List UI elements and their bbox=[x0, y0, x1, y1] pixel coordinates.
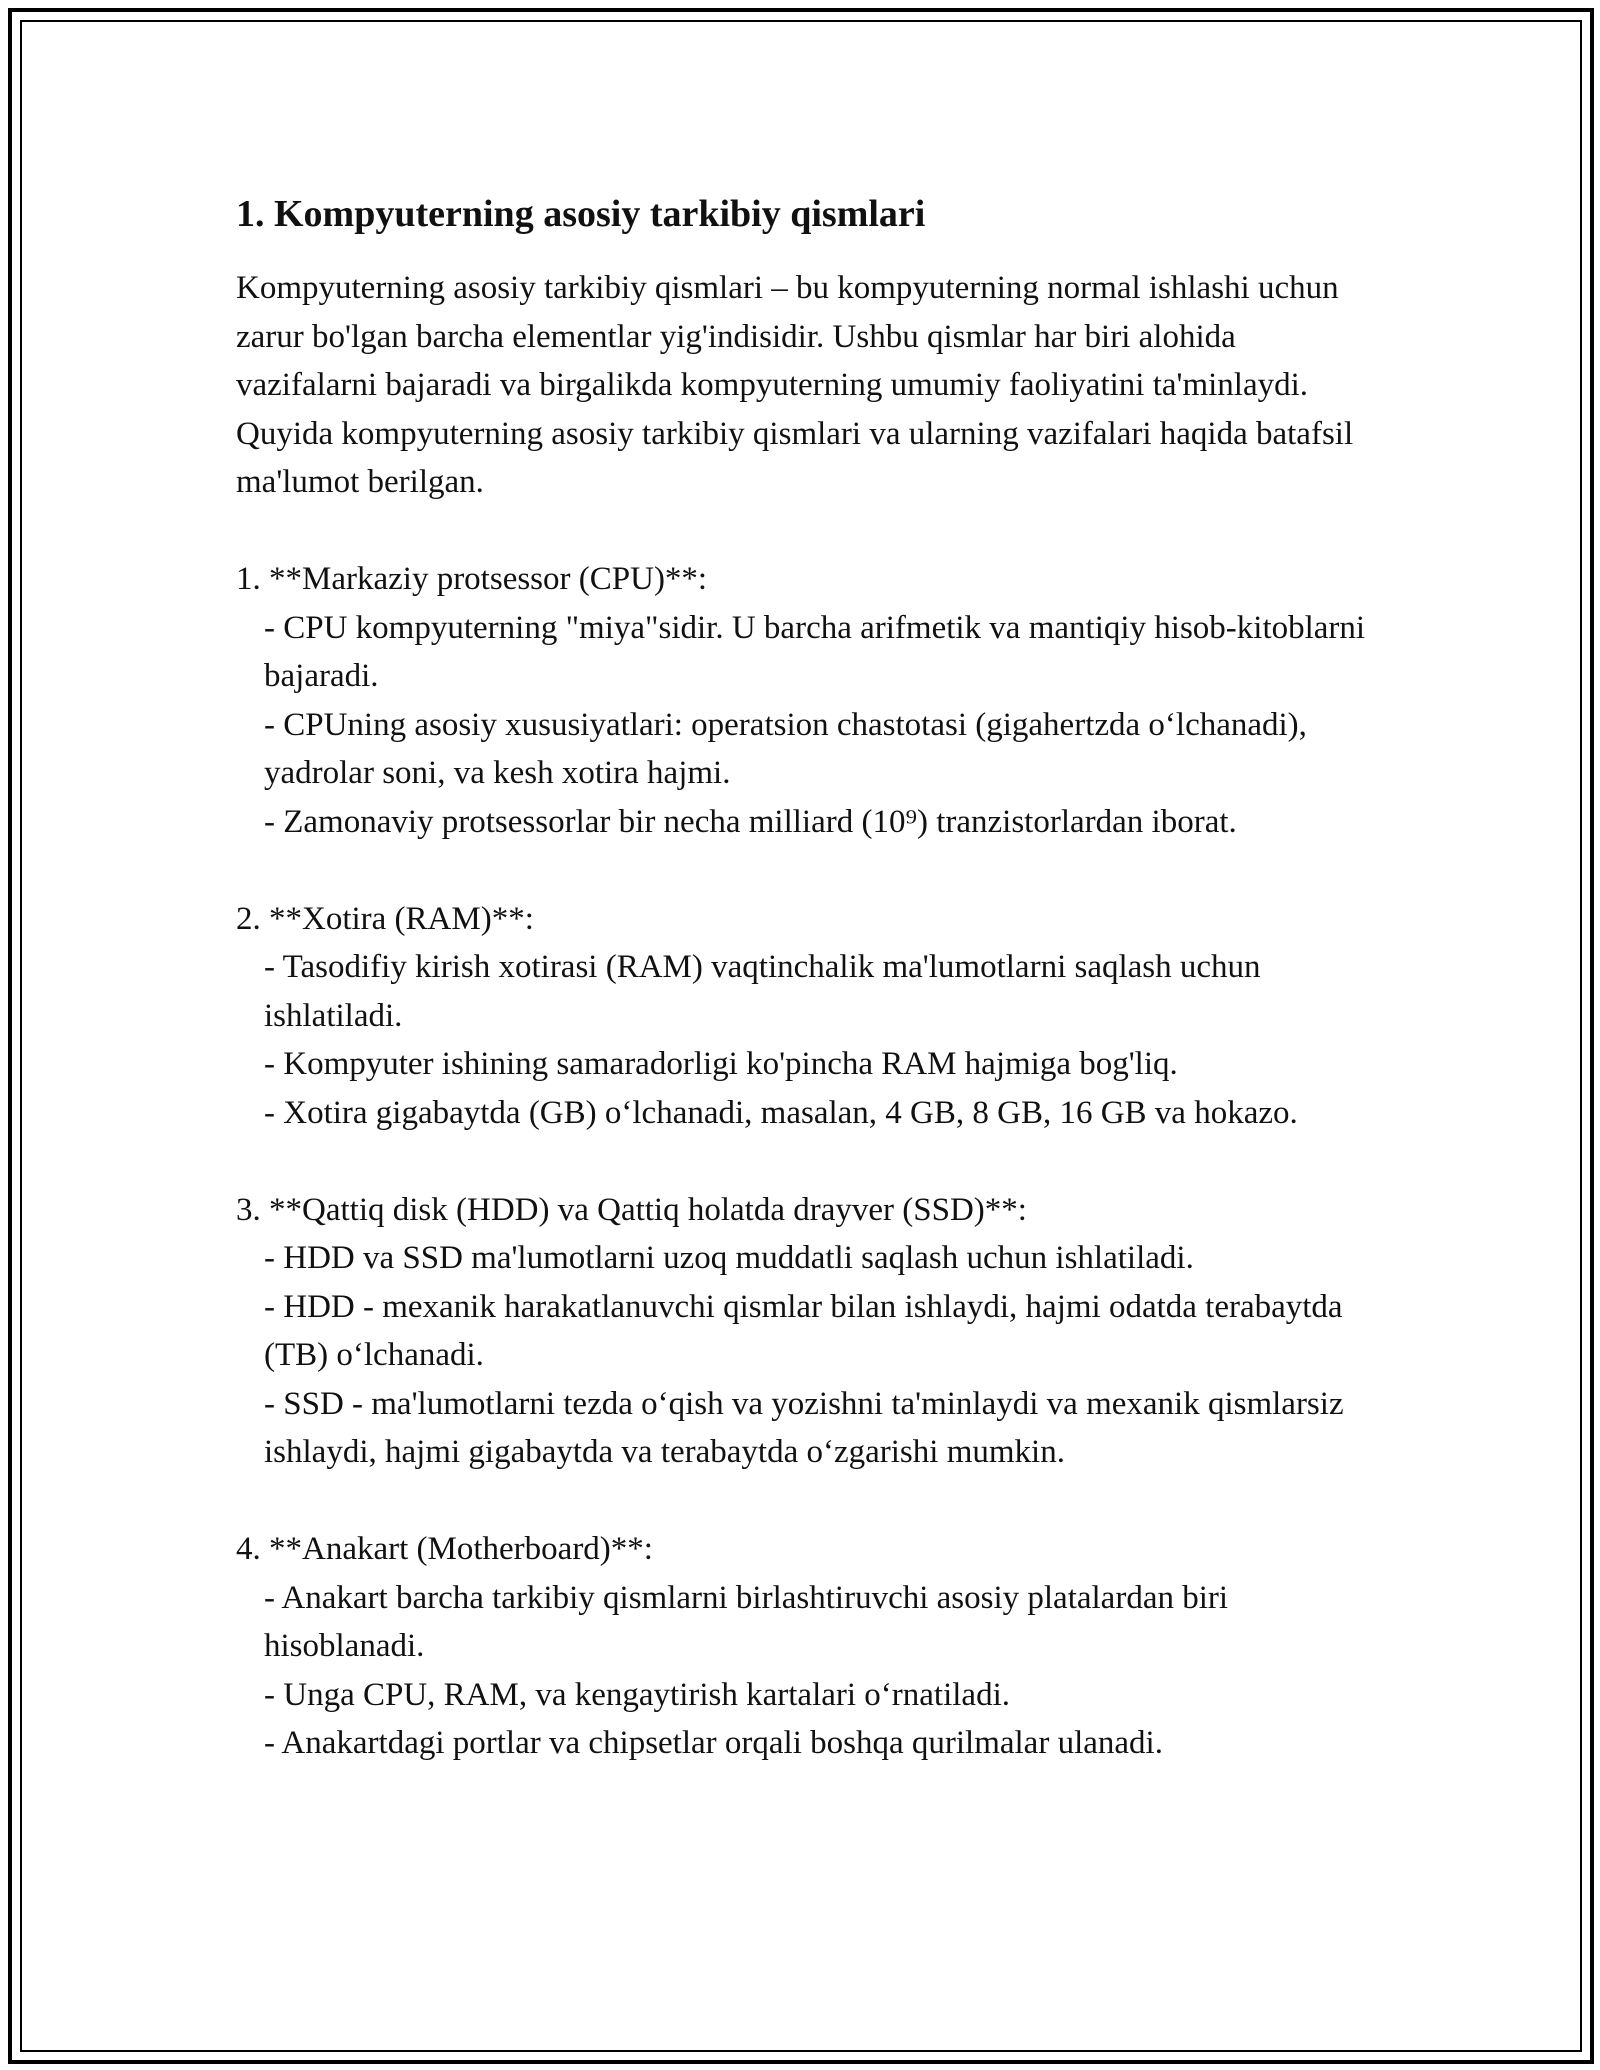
list-item: - Tasodifiy kirish xotirasi (RAM) vaqtinchalik ma'lumotlarni saqlash uchun ishlatiladi. bbox=[264, 949, 1261, 1034]
list-item: - Zamonaviy protsessorlar bir necha milliard (10⁹) tranzistorlardan iborat. bbox=[264, 803, 1237, 840]
list-item: - HDD - mexanik harakatlanuvchi qismlar bilan ishlaydi, hajmi odatda terabaytda (TB) o‘lchanadi. bbox=[264, 1288, 1343, 1373]
section-ram bbox=[236, 895, 1366, 1138]
list-item: - Kompyuter ishining samaradorligi ko'pincha RAM hajmiga bog'liq. bbox=[264, 1046, 1178, 1082]
section-heading: 1. **Markaziy protsessor (CPU)**: bbox=[236, 561, 708, 597]
spacer bbox=[236, 507, 1366, 556]
list-item: - CPU kompyuterning "miya"sidir. U barcha arifmetik va mantiqiy hisob-kitoblarni bajaradi. bbox=[264, 609, 1366, 694]
list-item: - Anakart barcha tarkibiy qismlarni birlashtiruvchi asosiy platalardan biri hisoblanadi. bbox=[264, 1579, 1229, 1664]
list-item: - Xotira gigabaytda (GB) o‘lchanadi, masalan, 4 GB, 8 GB, 16 GB va hokazo. bbox=[264, 1094, 1298, 1131]
list-item: - Anakartdagi portlar va chipsetlar orqali boshqa qurilmalar ulanadi. bbox=[264, 1725, 1163, 1761]
spacer bbox=[236, 1477, 1366, 1526]
section-motherboard bbox=[236, 1525, 1366, 1768]
spacer bbox=[236, 846, 1366, 895]
list-item: - CPUning asosiy xususiyatlari: operatsion chastotasi (gigahertzda o‘lchanadi), yadrolar soni, va kesh xotira hajmi. bbox=[264, 706, 1307, 791]
intro-paragraph: Kompyuterning asosiy tarkibiy qismlari – bu kompyuterning normal ishlashi uchun zarur bo'lgan barcha elementlar yig'indisidir. Ushbu qismlar har biri alohida vazifalarni bajaradi va birgalikda kompyuterning umumiy faoliyatini ta'minlaydi. Quyida kompyuterning asosiy tarkibiy qismlari va ularning vazifalari haqida batafsil ma'lumot berilgan. bbox=[236, 270, 1362, 500]
list-item: - HDD va SSD ma'lumotlarni uzoq muddatli saqlash uchun ishlatiladi. bbox=[264, 1240, 1194, 1276]
section-storage bbox=[236, 1186, 1366, 1477]
list-item: - SSD - ma'lumotlarni tezda o‘qish va yozishni ta'minlaydi va mexanik qismlarsiz ishlaydi, hajmi gigabaytda va terabaytda o‘zgarishi mumkin. bbox=[264, 1385, 1344, 1470]
document-body bbox=[236, 188, 1366, 1768]
section-heading: 4. **Anakart (Motherboard)**: bbox=[236, 1531, 653, 1567]
section-cpu bbox=[236, 555, 1366, 846]
list-item: - Unga CPU, RAM, va kengaytirish kartalari o‘rnatiladi. bbox=[264, 1676, 1010, 1713]
document-title: 1. Kompyuterning asosiy tarkibiy qismlari bbox=[236, 193, 926, 235]
section-heading: 2. **Xotira (RAM)**: bbox=[236, 900, 534, 937]
section-heading: 3. **Qattiq disk (HDD) va Qattiq holatda drayver (SSD)**: bbox=[236, 1191, 1027, 1228]
spacer bbox=[236, 1137, 1366, 1186]
